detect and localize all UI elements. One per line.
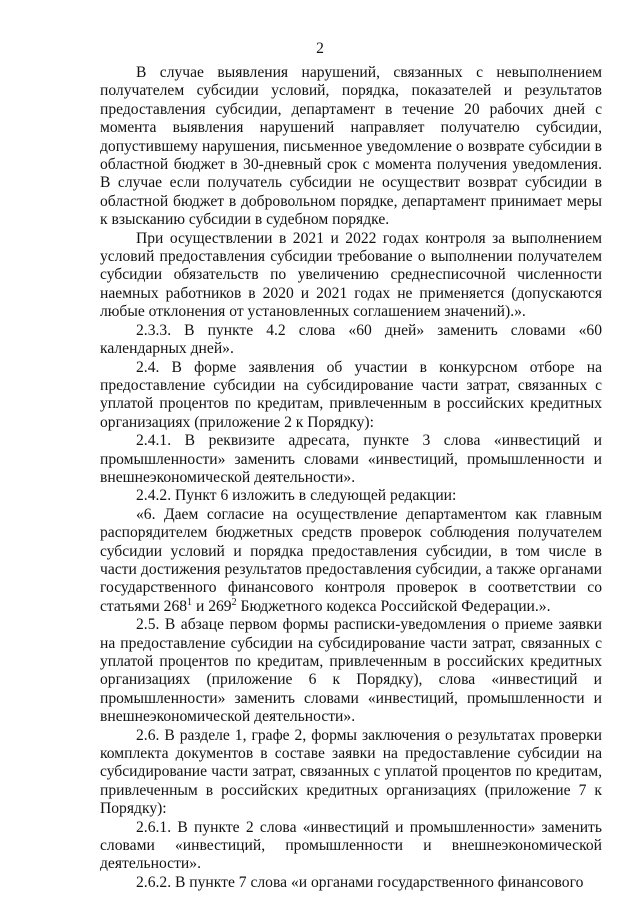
paragraph-2-4-1: 2.4.1. В реквизите адресата, пункте 3 слова «инвестиций и промышленности» заменить словами «инвестиций, промышленности и внешнеэкономической деятельности». — [100, 432, 602, 486]
paragraph-violations: В случае выявления нарушений, связанных с невыполнением получателем субсидии условий, порядка, показателей и результатов предоставления субсидии, департамент в течение 20 рабочих дней с момента выявления нарушений направляет получателю субсидии, допустившему нарушения, письменное уведомление о возврате субсидии в областной бюджет в 30-дневный срок с момента получения уведомления. В случае если получатель субсидии не осуществит возврат субсидии в областной бюджет в добровольном порядке, департамент принимает меры к взысканию субсидии в судебном порядке. — [100, 64, 602, 229]
paragraph-2-4: 2.4. В форме заявления об участии в конкурсном отборе на предоставление субсидии на субсидирование части затрат, связанных с уплатой процентов по кредитам, привлеченным в российских кредитных организациях (приложение 2 к Порядку): — [100, 358, 602, 431]
paragraph-2-5: 2.5. В абзаце первом формы расписки-уведомления о приеме заявки на предоставление субсидии на субсидирование части затрат, связанных с уплатой процентов по кредитам, привлеченным в российских кредитных организациях (приложение 6 к Порядку), слова «инвестиций и промышленности» заменить словами «инвестиций, промышленности и внешнеэкономической деятельности». — [100, 616, 602, 726]
quote-text-start: «6. Даем согласие на осуществление департаментом как главным распорядителем бюджетных средств проверок соблюдения получателем субсидии условий и порядка предоставления субсидии, в том числе в части достижения результатов предоставления субсидии, а также органами государственного финансового контроля проверок в соответствии со статьями 268 — [100, 505, 602, 615]
paragraph-2-6: 2.6. В разделе 1, графе 2, формы заключения о результатах проверки комплекта документов в составе заявки на предоставление субсидии на субсидирование части затрат, связанных с уплатой процентов по кредитам, привлеченным в российских кредитных организациях (приложение 7 к Порядку): — [100, 726, 602, 818]
quote-text-middle: и 269 — [192, 597, 232, 615]
paragraph-2-6-2: 2.6.2. В пункте 7 слова «и органами государственного финансового — [136, 873, 584, 891]
paragraph-2-4-2: 2.4.2. Пункт 6 изложить в следующей редакции: — [136, 487, 457, 505]
paragraph-control-2021-2022: При осуществлении в 2021 и 2022 годах контроля за выполнением условий предоставления субсидии требование о выполнении получателем субсидии обязательств по увеличению среднесписочной численности наемных работников в 2020 и 2021 годах не применяется (допускаются любые отклонения от установленных соглашением значений).». — [100, 229, 602, 321]
superscript-1: 1 — [187, 596, 193, 608]
paragraph-2-6-1: 2.6.1. В пункте 2 слова «инвестиций и промышленности» заменить словами «инвестиций, промышленности и внешнеэкономической деятельности». — [100, 818, 602, 873]
page-number: 2 — [316, 40, 324, 57]
quote-text-end: Бюджетного кодекса Российской Федерации.». — [236, 597, 551, 615]
document-body — [100, 64, 602, 892]
superscript-2: 2 — [231, 596, 237, 608]
paragraph-2-3-3: 2.3.3. В пункте 4.2 слова «60 дней» заменить словами «60 календарных дней». — [100, 321, 602, 358]
paragraph-quote-6 — [100, 506, 602, 616]
